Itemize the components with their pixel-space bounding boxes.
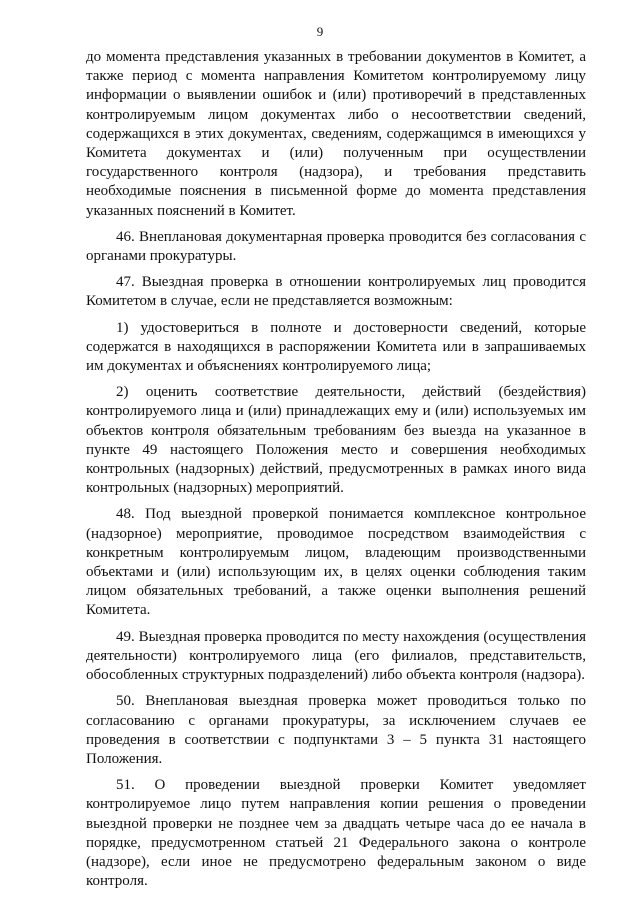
- paragraph-47-item-1: 1) удостовериться в полноте и достоверности сведений, которые содержатся в находящихся в распоряжении Комитета или в запрашиваемых им документах и объяснениях контролируемого лица;: [86, 319, 586, 375]
- paragraph-51: 51. О проведении выездной проверки Комитет уведомляет контролируемое лицо путем направления копии решения о проведении выездной проверки не позднее чем за двадцать четыре часа до ее начала в порядке, предусмотренном статьей 21 Федерального закона о контроле (надзоре), если иное не предусмотрено федеральным законом о виде контроля.: [86, 777, 586, 890]
- paragraph-47-item-2: 2) оценить соответствие деятельности, действий (бездействия) контролируемого лица и (или) принадлежащих ему и (или) используемых им объектов контроля обязательным требованиям без выезда на указанное в пункте 49 настоящего Положения место и совершения необходимых контрольных (надзорных) действий, предусмотренных в рамках иного вида контрольных (надзорных) мероприятий.: [86, 384, 586, 497]
- page-number: 9: [316, 24, 324, 39]
- paragraph-continuation: до момента представления указанных в требовании документов в Комитет, а также период с момента направления Комитетом контролируемому лицу информации о выявлении ошибок и (или) противоречий в представленных контролируемым лицом документах либо о несоответствии сведений, содержащихся в этих документах, сведениям, содержащимся в имеющихся у Комитета документах и (или) полученным при осуществлении государственного контроля (надзора), и требования представить необходимые пояснения в письменной форме до момента представления указанных пояснений в Комитет.: [86, 49, 586, 219]
- paragraph-46: 46. Внеплановая документарная проверка проводится без согласования с органами прокуратуры.: [86, 228, 586, 265]
- paragraph-50: 50. Внеплановая выездная проверка может проводиться только по согласованию с органами прокуратуры, за исключением случаев ее проведения в соответствии с подпунктами 3 – 5 пункта 31 настоящего Положения.: [86, 693, 586, 767]
- document-body: [86, 48, 586, 891]
- paragraph-48: 48. Под выездной проверкой понимается комплексное контрольное (надзорное) мероприятие, проводимое посредством взаимодействия с конкретным контролируемым лицом, владеющим производственными объектами и (или) использующим их, в целях оценки соблюдения таким лицом обязательных требований, а также оценки выполнения решений Комитета.: [86, 506, 586, 619]
- paragraph-49: 49. Выездная проверка проводится по месту нахождения (осуществления деятельности) контролируемого лица (его филиалов, представительств, обособленных структурных подразделений) либо объекта контроля (надзора).: [86, 628, 586, 684]
- paragraph-47: 47. Выездная проверка в отношении контролируемых лиц проводится Комитетом в случае, если не представляется возможным:: [86, 274, 586, 310]
